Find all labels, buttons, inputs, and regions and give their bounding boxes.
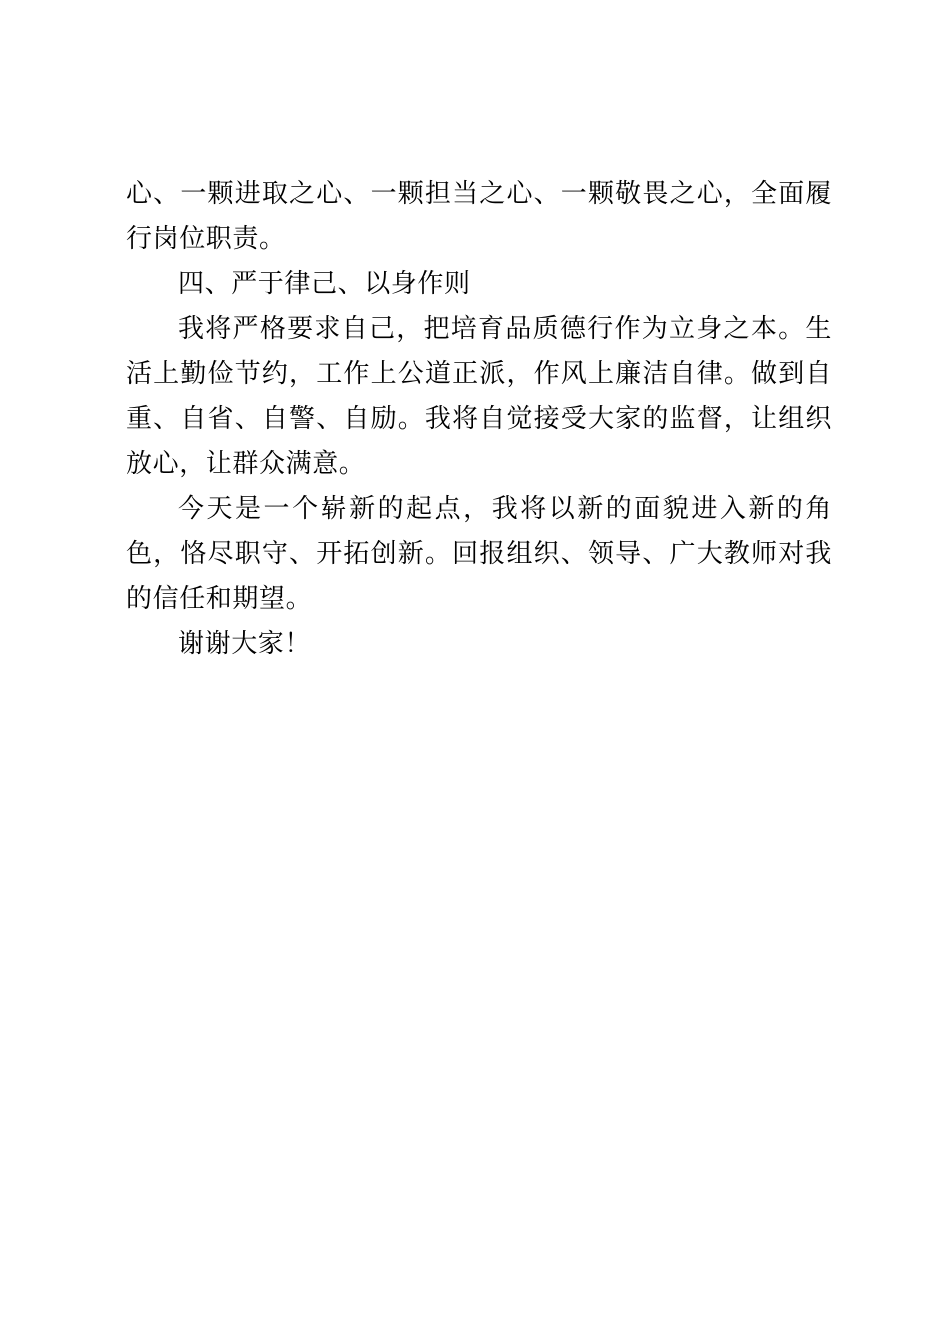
document-body [126,172,832,667]
paragraph-self-discipline: 我将严格要求自己，把培育品质德行作为立身之本。生活上勤俭节约，工作上公道正派，作风上廉洁自律。做到自重、自省、自警、自励。我将自觉接受大家的监督，让组织放心，让群众满意。 [126,314,832,479]
paragraph-new-start: 今天是一个崭新的起点，我将以新的面貌进入新的角色，恪尽职守、开拓创新。回报组织、领导、广大教师对我的信任和期望。 [126,494,832,614]
closing-thanks: 谢谢大家！ [178,629,312,659]
paragraph-continuation: 心、一颗进取之心、一颗担当之心、一颗敬畏之心，全面履行岗位职责。 [126,179,832,254]
section-heading: 四、严于律己、以身作则 [178,269,471,299]
